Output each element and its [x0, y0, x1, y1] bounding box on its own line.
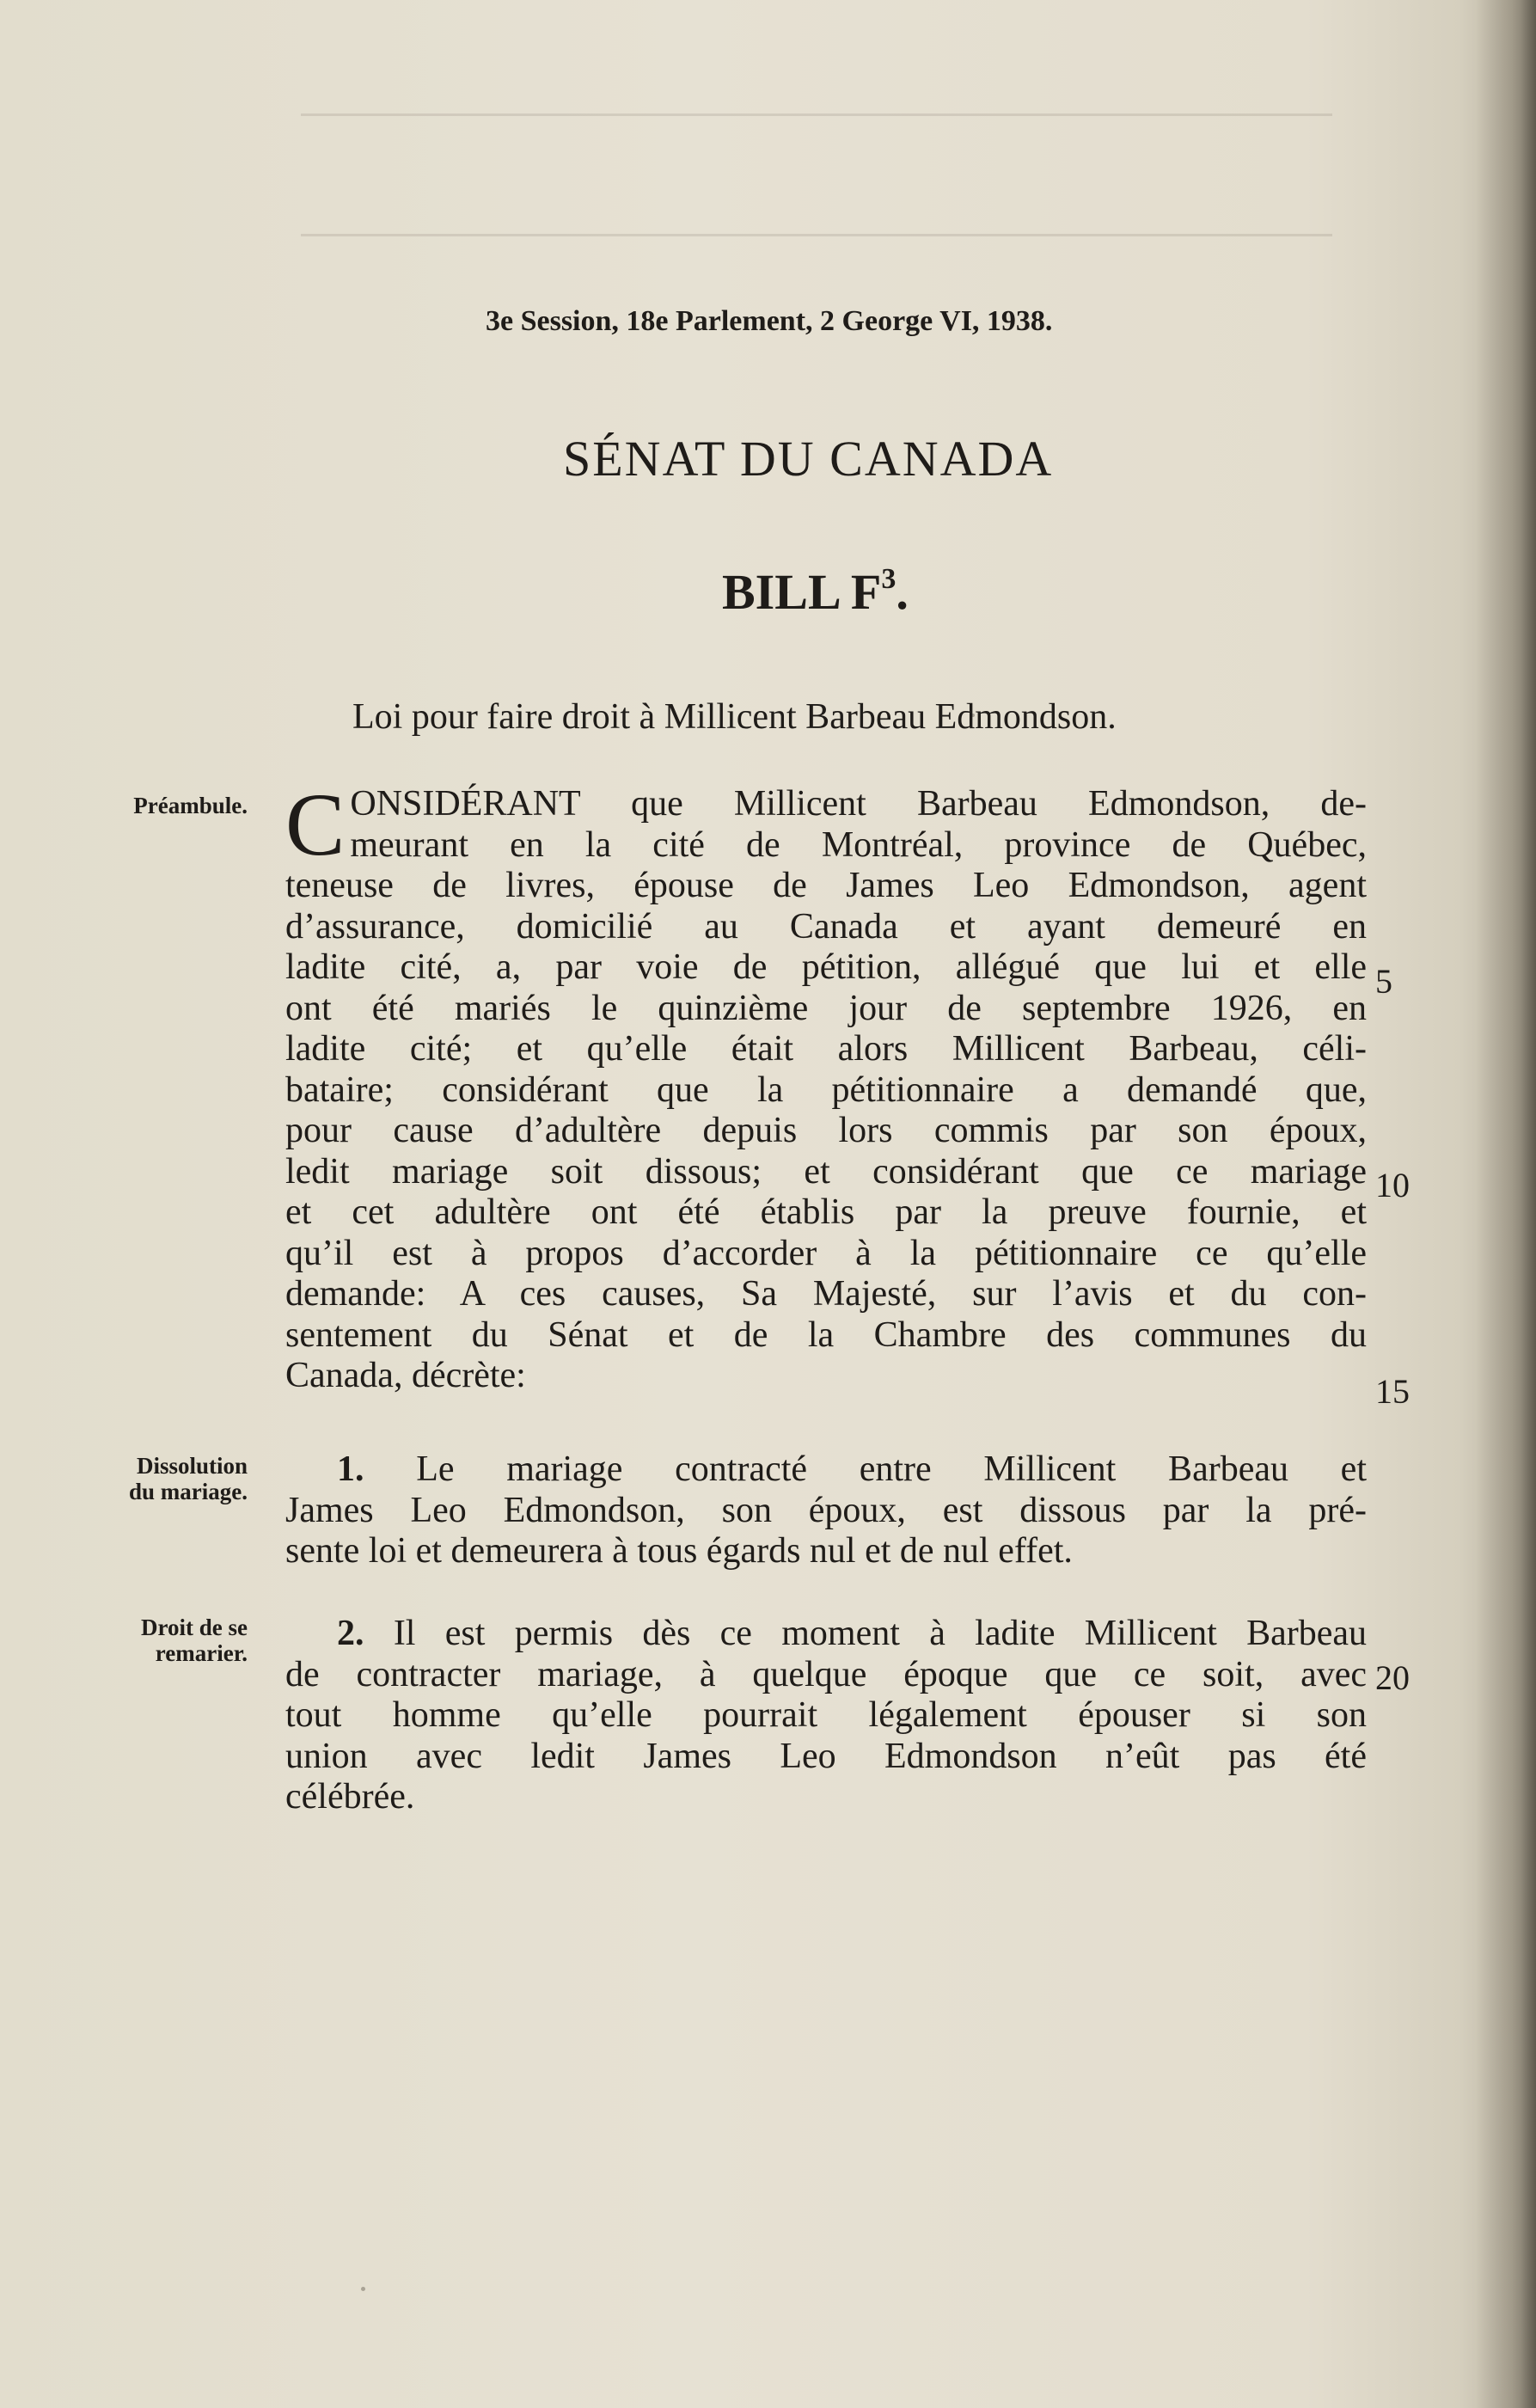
margin-note-line: du mariage. [129, 1479, 248, 1504]
text-line: et cet adultère ont été établis par la preuve fournie, et [285, 1192, 1367, 1232]
line-number-15: 15 [1375, 1372, 1410, 1411]
text-line: pour cause d’adultère depuis lors commis par son époux, [285, 1111, 1367, 1150]
margin-note-preamble: Préambule. [133, 793, 248, 818]
section-2 [285, 1614, 1367, 1818]
text-line: James Leo Edmondson, son époux, est dissous par la pré- [285, 1490, 1367, 1530]
text-line: qu’il est à propos d’accorder à la pétitionnaire ce qu’elle [285, 1233, 1367, 1273]
chamber-title: SÉNAT DU CANADA [563, 431, 1054, 487]
section-number: 1. [337, 1449, 364, 1489]
text-line: ledit mariage soit dissous; et considérant que ce mariage [285, 1151, 1367, 1192]
margin-note-line: Dissolution [136, 1453, 248, 1479]
text-line [285, 1614, 1367, 1655]
text-line: bataire; considérant que la pétitionnaire a demandé que, [285, 1069, 1367, 1110]
section-text: Il est permis dès ce moment à ladite Millicent Barbeau [393, 1614, 1367, 1653]
paper-speck [361, 2287, 365, 2291]
line-number-20: 20 [1375, 1658, 1410, 1697]
text-line: ladite cité; et qu’elle était alors Millicent Barbeau, céli- [285, 1029, 1367, 1069]
long-title: Loi pour faire droit à Millicent Barbeau Edmondson. [352, 697, 1117, 737]
text-line: ladite cité, a, par voie de pétition, allégué que lui et elle [285, 947, 1367, 987]
section-number: 2. [337, 1614, 364, 1653]
text-line: tout homme qu’elle pourrait légalement épouser si son [285, 1695, 1367, 1735]
preamble-paragraph [285, 775, 1367, 1397]
text-line: union avec ledit James Leo Edmondson n’eût pas été [285, 1736, 1367, 1776]
line-number-5: 5 [1375, 962, 1392, 1001]
margin-note-line: remarier. [155, 1640, 248, 1666]
binding-shadow [1476, 0, 1536, 2408]
margin-note-remarry [93, 1615, 248, 1666]
section-1 [285, 1449, 1367, 1572]
text-line: ont été mariés le quinzième jour de septembre 1926, en [285, 988, 1367, 1028]
text-line: d’assurance, domicilié au Canada et ayant demeuré en [285, 906, 1367, 947]
text-line: Canada, décrète: [285, 1356, 526, 1395]
bleed-through-rule [301, 113, 1332, 116]
text-line [285, 1449, 1367, 1491]
bill-period: . [896, 564, 909, 620]
text-line: de contracter mariage, à quelque époque que ce soit, avec [285, 1654, 1367, 1694]
text-line: ONSIDÉRANT que Millicent Barbeau Edmondson, de- [350, 784, 1367, 824]
session-line: 3e Session, 18e Parlement, 2 George VI, 1938. [486, 305, 1053, 337]
margin-note-line: Droit de se [141, 1615, 248, 1640]
text-line: célébrée. [285, 1777, 415, 1817]
section-text: Le mariage contracté entre Millicent Barbeau et [416, 1449, 1367, 1489]
drop-cap: C [285, 775, 346, 874]
margin-note-dissolution [93, 1453, 248, 1504]
text-line: demande: A ces causes, Sa Majesté, sur l’avis et du con- [285, 1274, 1367, 1314]
text-line: meurant en la cité de Montréal, province de Québec, [350, 824, 1367, 865]
bleed-through-rule [301, 234, 1332, 236]
bill-superscript: 3 [881, 563, 897, 595]
text-line: sentement du Sénat et de la Chambre des communes du [285, 1314, 1367, 1355]
bill-label: BILL F [722, 564, 882, 620]
text-line: teneuse de livres, épouse de James Leo Edmondson, agent [285, 866, 1367, 905]
bill-title [722, 563, 909, 621]
line-number-10: 10 [1375, 1166, 1410, 1204]
text-line: sente loi et demeurera à tous égards nul et de nul effet. [285, 1531, 1073, 1571]
